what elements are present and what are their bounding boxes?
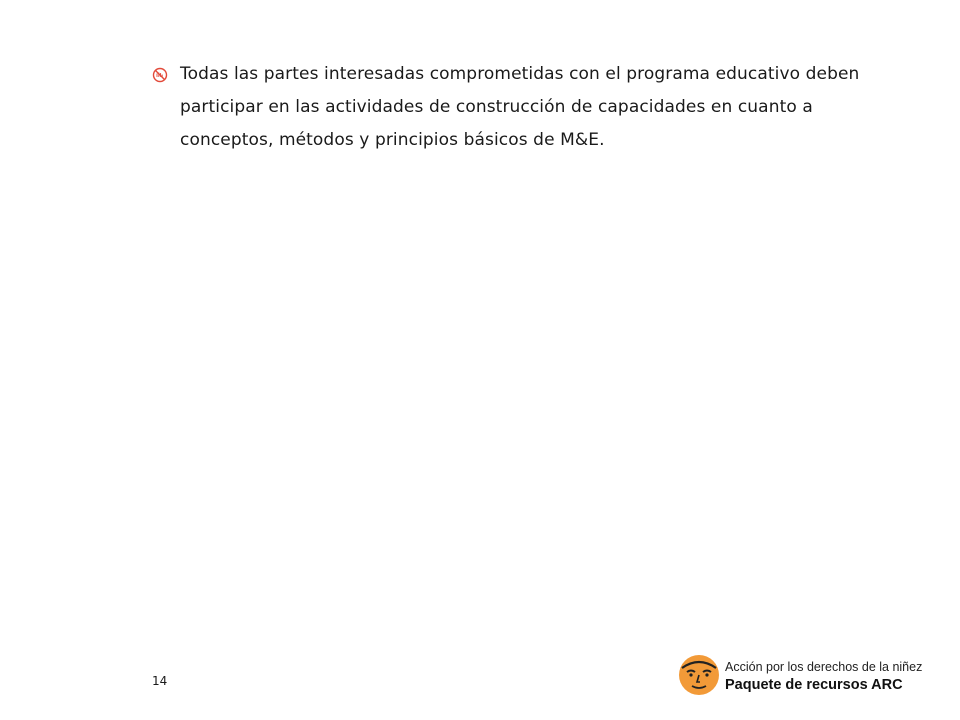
footer-logo — [678, 654, 938, 702]
bullet-item — [150, 58, 870, 157]
logo-title: Paquete de recursos ARC — [725, 677, 903, 693]
bullet-text: Todas las partes interesadas comprometidas con el programa educativo deben participar en las actividades de construcción de capacidades en cuanto a conceptos, métodos y principios básicos de M&E. — [180, 64, 860, 150]
child-face-logo-icon — [678, 654, 720, 696]
page-number: 14 — [152, 674, 168, 688]
logo-tagline: Acción por los derechos de la niñez — [725, 660, 923, 674]
forbidden-hand-icon — [150, 65, 170, 85]
